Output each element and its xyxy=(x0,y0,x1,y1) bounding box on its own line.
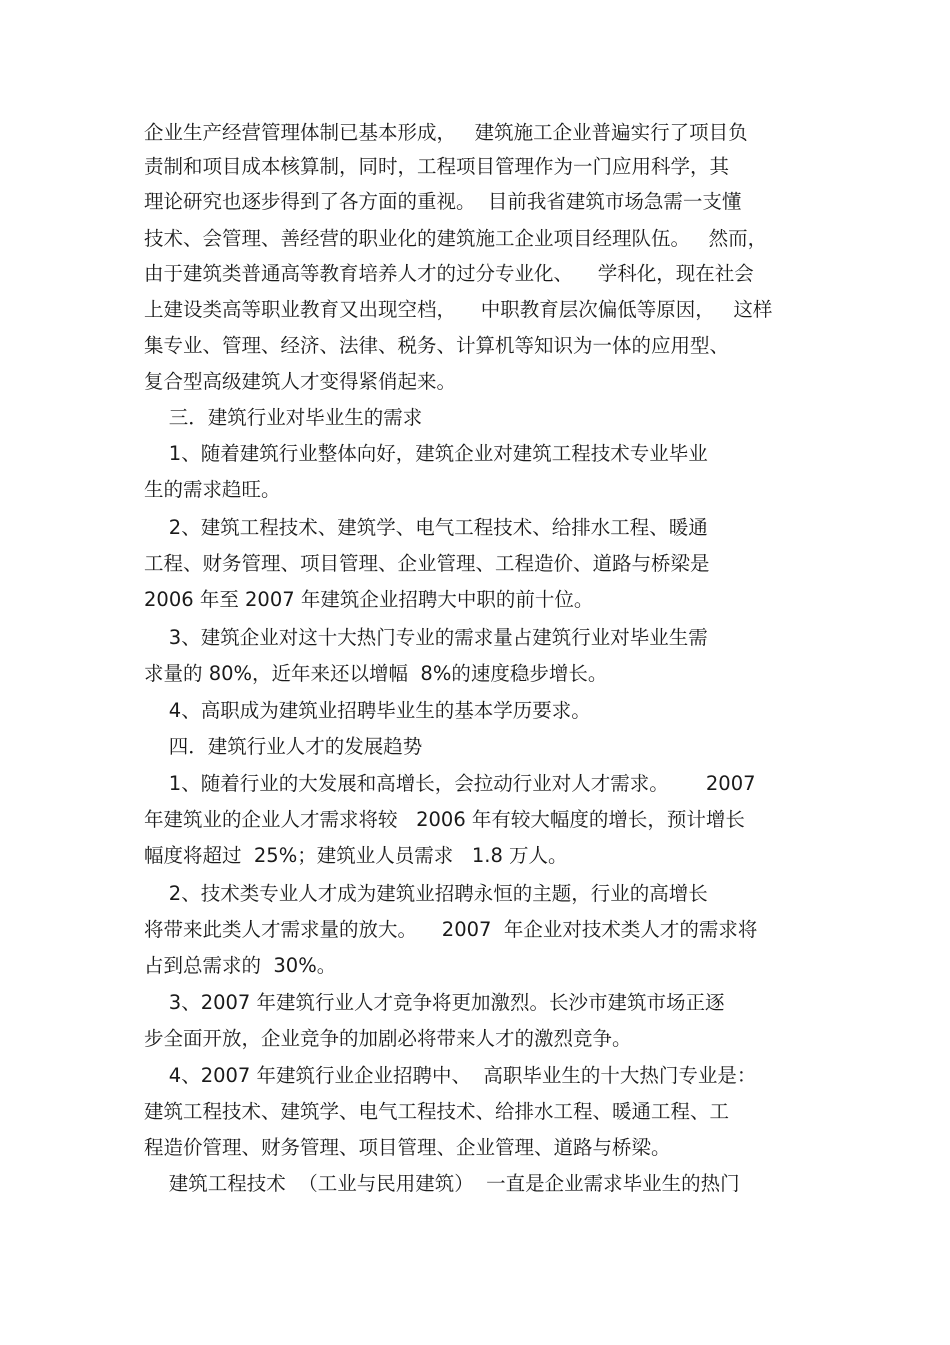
text-line: 4、2007 年建筑行业企业招聘中、 高职毕业生的十大热门专业是： xyxy=(144,1064,757,1087)
text-line: 企业生产经营管理体制已基本形成， 建筑施工企业普遍实行了项目负 xyxy=(144,121,748,144)
text-line: 集专业、管理、经济、法律、税务、计算机等知识为一体的应用型、 xyxy=(144,334,730,357)
text-line: 责制和项目成本核算制，同时，工程项目管理作为一门应用科学，其 xyxy=(144,155,730,178)
text-line: 占到总需求的 30%。 xyxy=(144,954,337,977)
text-line: 年建筑业的企业人才需求将较 2006 年有较大幅度的增长，预计增长 xyxy=(144,808,745,831)
section-heading: 三．建筑行业对毕业生的需求 xyxy=(144,406,423,429)
text-line: 复合型高级建筑人才变得紧俏起来。 xyxy=(144,370,457,393)
text-line: 2、建筑工程技术、建筑学、电气工程技术、给排水工程、暖通 xyxy=(144,516,708,539)
text-line: 4、高职成为建筑业招聘毕业生的基本学历要求。 xyxy=(144,699,591,722)
text-line: 将带来此类人才需求量的放大。 2007 年企业对技术类人才的需求将 xyxy=(144,918,758,941)
text-line: 1、随着建筑行业整体向好，建筑企业对建筑工程技术专业毕业 xyxy=(144,442,708,465)
text-line: 工程、财务管理、项目管理、企业管理、工程造价、道路与桥梁是 xyxy=(144,552,710,575)
text-line: 理论研究也逐步得到了各方面的重视。 目前我省建筑市场急需一支懂 xyxy=(144,190,742,213)
text-line: 建筑工程技术、建筑学、电气工程技术、给排水工程、暖通工程、工 xyxy=(144,1100,730,1123)
text-line: 2、技术类专业人才成为建筑业招聘永恒的主题，行业的高增长 xyxy=(144,882,708,905)
text-line: 2006 年至 2007 年建筑企业招聘大中职的前十位。 xyxy=(144,588,594,611)
text-line: 技术、会管理、善经营的职业化的建筑施工企业项目经理队伍。 然而， xyxy=(144,227,768,250)
text-line: 幅度将超过 25%；建筑业人员需求 1.8 万人。 xyxy=(144,844,568,867)
text-line: 3、2007 年建筑行业人才竞争将更加激烈。长沙市建筑市场正逐 xyxy=(144,991,725,1014)
text-line: 步全面开放，企业竞争的加剧必将带来人才的激烈竞争。 xyxy=(144,1027,632,1050)
text-line: 求量的 80%，近年来还以增幅 8%的速度稳步增长。 xyxy=(144,662,608,685)
text-line: 建筑工程技术 （工业与民用建筑） 一直是企业需求毕业生的热门 xyxy=(144,1172,740,1195)
text-line: 上建设类高等职业教育又出现空档， 中职教育层次偏低等原因， 这样 xyxy=(144,298,773,321)
text-line: 由于建筑类普通高等教育培养人才的过分专业化、 学科化，现在社会 xyxy=(144,262,754,285)
text-line: 程造价管理、财务管理、项目管理、企业管理、道路与桥梁。 xyxy=(144,1136,671,1159)
text-line: 3、建筑企业对这十大热门专业的需求量占建筑行业对毕业生需 xyxy=(144,626,708,649)
text-line: 1、随着行业的大发展和高增长，会拉动行业对人才需求。 2007 xyxy=(144,772,756,795)
text-line: 生的需求趋旺。 xyxy=(144,478,281,501)
section-heading: 四．建筑行业人才的发展趋势 xyxy=(144,735,423,758)
